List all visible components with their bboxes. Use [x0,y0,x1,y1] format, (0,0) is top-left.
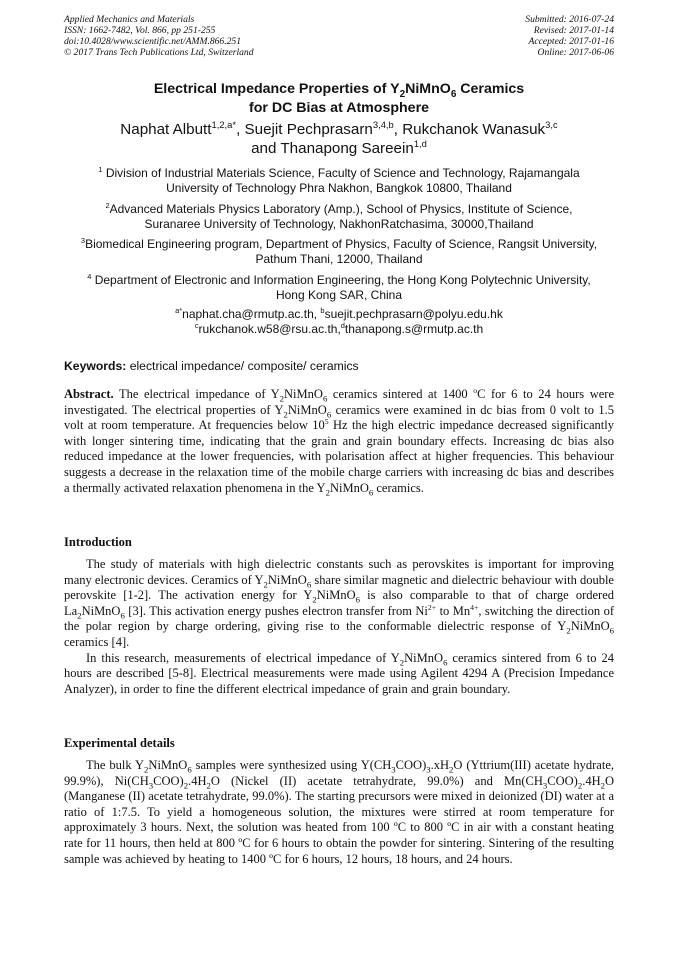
journal-doi: doi:10.4028/www.scientific.net/AMM.866.251 [64,36,242,47]
experimental-paragraph-1: The bulk $Y_2NiMnO_6$ samples were synthesized using $Y(CH_3COO)_3.xH_2O$ (Yttrium(III) acetate hydrate, 99.9%), $Ni(CH_3COO)_2.4H_2O$ (Nickel (II) acetate tetrahydrate, 99.0%) and $Mn(CH_3COO)_2.4H_2O$ (Manganese (II) acetate tetrahydrate, 99.0%). The starting precursors were mixed in deionized (DI) water at a ratio of 1:7.5. To yield a homogeneous solution, the mixtures were stirred at room temperature for approximately 3 hours. Next, the solution was heated from 100 ºC to 800 ºC in air with a constant heating rate for 11 hours, then held at 800 ºC for 6 hours to obtain the powder for sintering. Sintering of the resulting sample was achieved by heating to 1400 ºC for 6 hours, 12 hours, 18 hours, and 24 hours. [64,758,614,866]
email-a[interactable]: naphat.cha@rmutp.ac.th, [182,307,321,321]
keywords-text: electrical impedance/ composite/ ceramics [126,359,359,373]
title-line-1: Electrical Impedance Properties of $Y_2NiMnO_6$ Ceramics [153,81,525,100]
experimental-heading: Experimental details [64,736,175,750]
email-d[interactable]: thanapong.s@rmutp.ac.th [344,322,484,336]
online-date: Online: 2017-06-06 [537,47,614,58]
keywords-label: Keywords: [64,359,127,373]
introduction-paragraph-2: In this research, measurements of electrical impedance of $Y_2NiMnO_6$ ceramics sintered from 6 to 24 hours are described [5-8]. Electrical measurements were made using Agilent 4294 A (Precision Impedance Analyzer), in order to fine the different electrical impedance of grain and grain boundary. [64,650,614,696]
submitted-date: Submitted: 2016-07-24 [525,14,614,25]
introduction-body [64,557,614,697]
email-b[interactable]: suejit.pechprasarn@polyu.edu.hk [324,307,503,321]
abstract-label: Abstract. [64,387,114,401]
author-emails: $^{a*}$naphat.cha@rmutp.ac.th, $^b$suejit.pechprasarn@polyu.edu.hk $^c$rukchanok.w58@rsu.ac.th,$^d$thanapong.s@rmutp.ac.th [175,306,503,336]
journal-copyright: © 2017 Trans Tech Publications Ltd, Switzerland [64,47,254,58]
authors-line-2: and Thanapong Sareein$^{1,d}$ [251,137,427,157]
title-line-2: for DC Bias at Atmosphere [248,100,429,116]
publication-dates [525,14,614,58]
revised-date: Revised: 2017-01-14 [533,25,614,36]
author-list [40,120,638,158]
affiliation-4: $^4$ Department of Electronic and Information Engineering, the Hong Kong Polytechnic University, Hong Kong SAR, China [87,272,591,302]
keywords [64,359,359,374]
affiliation-2: $^2$Advanced Materials Physics Laboratory (Amp.), School of Physics, Institute of Science, Suranaree University of Technology, NakhonRatchasima, 30000,Thailand [105,201,573,231]
authors-line-1: Naphat Albutt$^{1,2,a*}$, Suejit Pechprasarn$^{3,4,b}$, Rukchanok Wanasuk$^{3,c}$ [120,118,558,138]
affiliation-1: $^1$ Division of Industrial Materials Science, Faculty of Science and Technology, Rajamangala University of Technology Phra Nakhon, Bangkok 10800, Thailand [98,165,580,195]
journal-info [64,14,254,58]
introduction-paragraph-1: The study of materials with high dielectric constants such as perovskites is important for improving many electronic devices. Ceramics of $Y_2NiMnO_6$ share similar magnetic and dielectric behaviour with double perovskite [1-2]. The activation energy for $Y_2NiMnO_6$ is also comparable to that of charge ordered $La_2NiMnO_6$ [3]. This activation energy pushes electron transfer from $Ni^{2+}$ to $Mn^{4+}$, switching the direction of the polar region by charge ordering, giving rise to the conformable dielectric response of $Y_2NiMnO_6$ ceramics [4]. [64,557,614,649]
experimental-body [64,758,614,867]
journal-name: Applied Mechanics and Materials [64,14,195,25]
affiliation-3: $^3$Biomedical Engineering program, Department of Physics, Faculty of Science, Rangsit University, Pathum Thani, 12000, Thailand [80,236,598,266]
email-c[interactable]: rukchanok.w58@rsu.ac.th, [198,322,341,336]
abstract: Abstract. The electrical impedance of $Y_2NiMnO_6$ ceramics sintered at 1400 $^o$C for 6 to 24 hours were investigated. The electrical properties of $Y_2NiMnO_6$ ceramics were examined in dc bias from 0 volt to 1.5 volt at room temperature. At frequencies below $10^5$ Hz the high electric impedance decreased significantly with longer sintering time, indicating that the grain and grain boundary effects. Increasing dc bias also reduced impedance at the lower frequencies, with polarisation affect at higher frequencies. This behaviour suggests a decrease in the relaxation time of the mobile charge carriers with increasing dc bias and describes a thermally activated relaxation phenomena in the $Y_2NiMnO_6$ ceramics. [64,385,615,498]
journal-issn: ISSN: 1662-7482, Vol. 866, pp 251-255 [64,25,216,36]
paper-title [40,80,638,118]
introduction-heading: Introduction [64,535,132,549]
accepted-date: Accepted: 2017-01-16 [528,36,614,47]
